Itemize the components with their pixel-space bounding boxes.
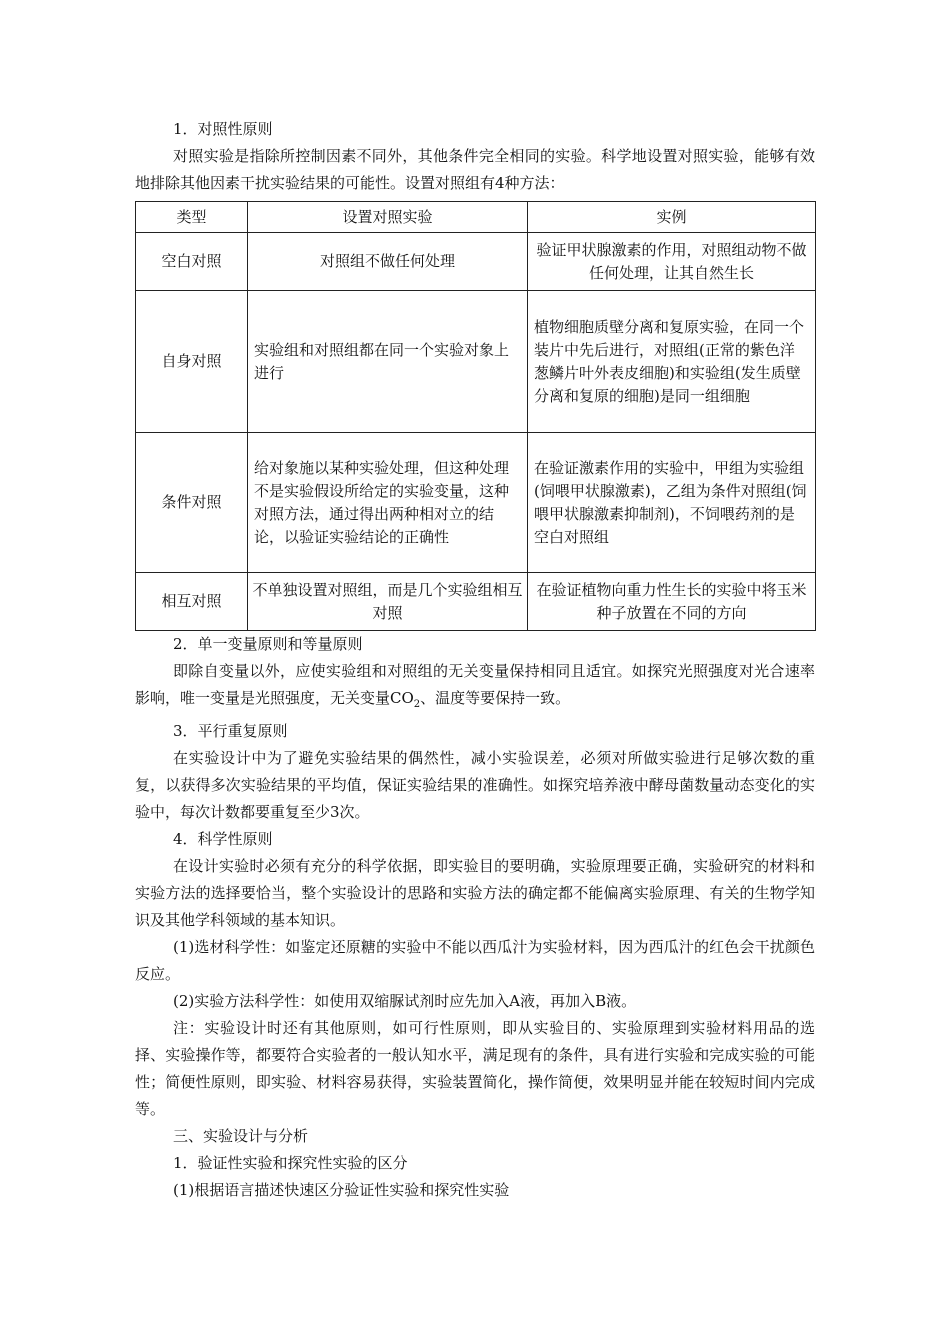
- document-page: [135, 116, 815, 1204]
- control-methods-table: [135, 201, 816, 631]
- table-row: [136, 433, 816, 573]
- row-type: 空白对照: [136, 233, 248, 291]
- section1-heading: 1．对照性原则: [173, 120, 273, 138]
- row-setup: 不单独设置对照组，而是几个实验组相互对照: [248, 573, 528, 631]
- section3-heading: 3．平行重复原则: [173, 722, 288, 740]
- table-row: [136, 291, 816, 433]
- section4-text: 在设计实验时必须有充分的科学依据，即实验目的要明确，实验原理要正确，实验研究的材料和实验方法的选择要恰当，整个实验设计的思路和实验方法的确定都不能偏离实验原理、有关的生物学知识及其他学科领域的基本知识。: [135, 857, 815, 929]
- row-example: 在验证植物向重力性生长的实验中将玉米种子放置在不同的方向: [528, 573, 816, 631]
- part3-sub1: 1．验证性实验和探究性实验的区分: [173, 1154, 408, 1172]
- table-header-row: [136, 202, 816, 233]
- row-type: 相互对照: [136, 573, 248, 631]
- section4-note: 注：实验设计时还有其他原则，如可行性原则，即从实验目的、实验原理到实验材料用品的选择、实验操作等，都要符合实验者的一般认知水平，满足现有的条件，具有进行实验和完成实验的可能性；简便性原则，即实验、材料容易获得，实验装置简化，操作简便，效果明显并能在较短时间内完成等。: [135, 1019, 815, 1118]
- table-row: [136, 233, 816, 291]
- part3-heading: 三、实验设计与分析: [173, 1127, 309, 1145]
- section4-item1: (1)选材科学性：如鉴定还原糖的实验中不能以西瓜汁为实验材料，因为西瓜汁的红色会干扰颜色反应。: [135, 938, 815, 983]
- section2-heading: 2．单一变量原则和等量原则: [173, 635, 363, 653]
- row-example: 植物细胞质壁分离和复原实验，在同一个装片中先后进行，对照组(正常的紫色洋葱鳞片叶外表皮细胞)和实验组(发生质壁分离和复原的细胞)是同一组细胞: [528, 291, 816, 433]
- row-type: 条件对照: [136, 433, 248, 573]
- row-example: 在验证激素作用的实验中，甲组为实验组(饲喂甲状腺激素)，乙组为条件对照组(饲喂甲状腺激素抑制剂)，不饲喂药剂的是空白对照组: [528, 433, 816, 573]
- header-setup: 设置对照实验: [248, 202, 528, 233]
- co2-subscript: 2: [413, 699, 421, 710]
- section2-text-a: 即除自变量以外，应使实验组和对照组的无关变量保持相同且适宜。如探究光照强度对光合速率影响，唯一变量是光照强度，无关变量CO: [135, 662, 815, 707]
- row-type: 自身对照: [136, 291, 248, 433]
- section2-text: [135, 658, 815, 718]
- section1-intro: 对照实验是指除所控制因素不同外，其他条件完全相同的实验。科学地设置对照实验，能够有效地排除其他因素干扰实验结果的可能性。设置对照组有4种方法：: [135, 147, 815, 192]
- header-type: 类型: [136, 202, 248, 233]
- section3-text: 在实验设计中为了避免实验结果的偶然性，减小实验误差，必须对所做实验进行足够次数的重复，以获得多次实验结果的平均值，保证实验结果的准确性。如探究培养液中酵母菌数量动态变化的实验中，每次计数都要重复至少3次。: [135, 749, 815, 821]
- header-example: 实例: [528, 202, 816, 233]
- row-example: 验证甲状腺激素的作用，对照组动物不做任何处理，让其自然生长: [528, 233, 816, 291]
- row-setup: 给对象施以某种实验处理，但这种处理不是实验假设所给定的实验变量，这种对照方法，通过得出两种相对立的结论，以验证实验结论的正确性: [248, 433, 528, 573]
- part3-sub1a: (1)根据语言描述快速区分验证性实验和探究性实验: [173, 1181, 510, 1199]
- section2-text-b: 、温度等要保持一致。: [420, 689, 571, 707]
- row-setup: 实验组和对照组都在同一个实验对象上进行: [248, 291, 528, 433]
- section4-heading: 4．科学性原则: [173, 830, 273, 848]
- section4-item2: (2)实验方法科学性：如使用双缩脲试剂时应先加入A液，再加入B液。: [173, 992, 637, 1010]
- table-row: [136, 573, 816, 631]
- row-setup: 对照组不做任何处理: [248, 233, 528, 291]
